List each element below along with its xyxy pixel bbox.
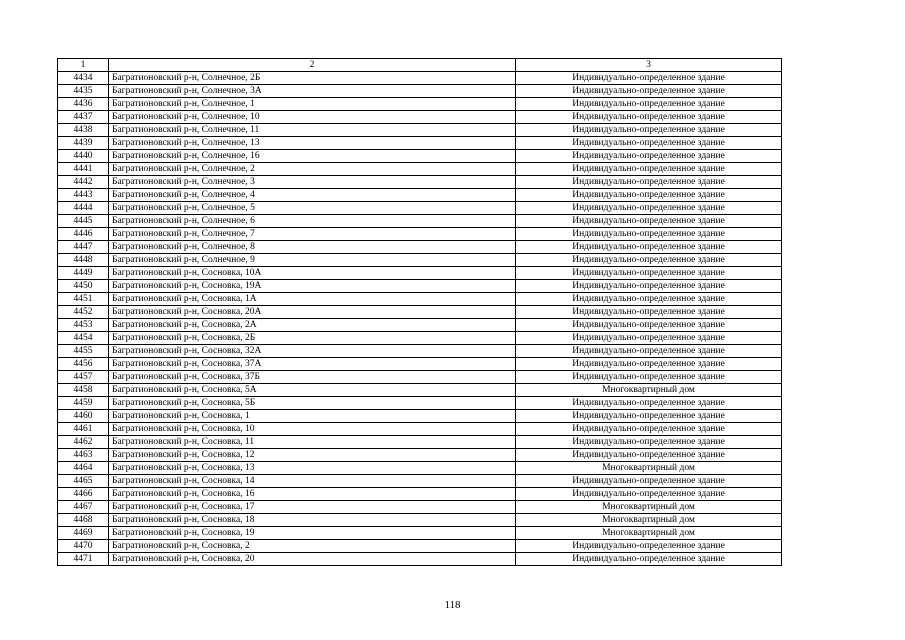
building-type-cell: Индивидуально-определенное здание: [516, 293, 782, 306]
building-type-cell: Индивидуально-определенное здание: [516, 254, 782, 267]
row-number-cell: 4443: [58, 189, 109, 202]
building-type-cell: Индивидуально-определенное здание: [516, 475, 782, 488]
table-row: [58, 215, 782, 228]
table-row: [58, 371, 782, 384]
register-table: [57, 58, 782, 566]
address-cell: Багратионовский р-н, Сосновка, 2А: [109, 319, 516, 332]
building-type-cell: Индивидуально-определенное здание: [516, 176, 782, 189]
row-number-cell: 4465: [58, 475, 109, 488]
table-row: [58, 384, 782, 397]
table-row: [58, 501, 782, 514]
table-row: [58, 436, 782, 449]
row-number-cell: 4459: [58, 397, 109, 410]
row-number-cell: 4470: [58, 540, 109, 553]
table-row: [58, 540, 782, 553]
row-number-cell: 4436: [58, 98, 109, 111]
building-type-cell: Многоквартирный дом: [516, 384, 782, 397]
table-row: [58, 150, 782, 163]
table-row: [58, 254, 782, 267]
row-number-cell: 4468: [58, 514, 109, 527]
address-cell: Багратионовский р-н, Солнечное, 2Б: [109, 72, 516, 85]
building-type-cell: Многоквартирный дом: [516, 462, 782, 475]
table-row: [58, 488, 782, 501]
address-cell: Багратионовский р-н, Сосновка, 5Б: [109, 397, 516, 410]
row-number-cell: 4458: [58, 384, 109, 397]
building-type-cell: Индивидуально-определенное здание: [516, 371, 782, 384]
table-row: [58, 176, 782, 189]
table-row: [58, 137, 782, 150]
address-cell: Багратионовский р-н, Сосновка, 18: [109, 514, 516, 527]
building-type-cell: Индивидуально-определенное здание: [516, 150, 782, 163]
address-cell: Багратионовский р-н, Солнечное, 11: [109, 124, 516, 137]
building-type-cell: Индивидуально-определенное здание: [516, 332, 782, 345]
address-cell: Багратионовский р-н, Сосновка, 2Б: [109, 332, 516, 345]
table-row: [58, 553, 782, 566]
building-type-cell: Многоквартирный дом: [516, 527, 782, 540]
table-row: [58, 241, 782, 254]
row-number-cell: 4440: [58, 150, 109, 163]
row-number-cell: 4444: [58, 202, 109, 215]
row-number-cell: 4453: [58, 319, 109, 332]
table-row: [58, 306, 782, 319]
table-row: [58, 189, 782, 202]
building-type-cell: Индивидуально-определенное здание: [516, 553, 782, 566]
row-number-cell: 4466: [58, 488, 109, 501]
address-cell: Багратионовский р-н, Сосновка, 16: [109, 488, 516, 501]
table-row: [58, 527, 782, 540]
row-number-cell: 4447: [58, 241, 109, 254]
address-cell: Багратионовский р-н, Сосновка, 13: [109, 462, 516, 475]
building-type-cell: Индивидуально-определенное здание: [516, 163, 782, 176]
building-type-cell: Индивидуально-определенное здание: [516, 267, 782, 280]
address-cell: Багратионовский р-н, Солнечное, 2: [109, 163, 516, 176]
address-cell: Багратионовский р-н, Солнечное, 6: [109, 215, 516, 228]
building-type-cell: Индивидуально-определенное здание: [516, 410, 782, 423]
row-number-cell: 4442: [58, 176, 109, 189]
building-type-cell: Индивидуально-определенное здание: [516, 280, 782, 293]
row-number-cell: 4449: [58, 267, 109, 280]
address-cell: Багратионовский р-н, Солнечное, 8: [109, 241, 516, 254]
address-cell: Багратионовский р-н, Солнечное, 3: [109, 176, 516, 189]
address-cell: Багратионовский р-н, Сосновка, 14: [109, 475, 516, 488]
table-row: [58, 358, 782, 371]
address-cell: Багратионовский р-н, Солнечное, 1: [109, 98, 516, 111]
table-row: [58, 267, 782, 280]
address-cell: Багратионовский р-н, Сосновка, 1А: [109, 293, 516, 306]
building-type-cell: Индивидуально-определенное здание: [516, 319, 782, 332]
row-number-cell: 4462: [58, 436, 109, 449]
building-type-cell: Индивидуально-определенное здание: [516, 111, 782, 124]
table-body: [58, 72, 782, 566]
page-number: 118: [444, 599, 461, 611]
row-number-cell: 4456: [58, 358, 109, 371]
row-number-cell: 4461: [58, 423, 109, 436]
row-number-cell: 4452: [58, 306, 109, 319]
table-row: [58, 462, 782, 475]
address-cell: Багратионовский р-н, Сосновка, 32А: [109, 345, 516, 358]
table-row: [58, 423, 782, 436]
table-row: [58, 410, 782, 423]
row-number-cell: 4441: [58, 163, 109, 176]
address-cell: Багратионовский р-н, Сосновка, 11: [109, 436, 516, 449]
building-type-cell: Индивидуально-определенное здание: [516, 228, 782, 241]
column-header-address: 2: [109, 59, 516, 72]
building-type-cell: Индивидуально-определенное здание: [516, 137, 782, 150]
address-cell: Багратионовский р-н, Сосновка, 19: [109, 527, 516, 540]
table-row: [58, 345, 782, 358]
building-type-cell: Индивидуально-определенное здание: [516, 202, 782, 215]
table-row: [58, 98, 782, 111]
table-row: [58, 475, 782, 488]
row-number-cell: 4437: [58, 111, 109, 124]
building-type-cell: Индивидуально-определенное здание: [516, 241, 782, 254]
row-number-cell: 4450: [58, 280, 109, 293]
column-header-type: 3: [516, 59, 782, 72]
table-row: [58, 202, 782, 215]
row-number-cell: 4438: [58, 124, 109, 137]
table-row: [58, 514, 782, 527]
building-type-cell: Индивидуально-определенное здание: [516, 72, 782, 85]
address-cell: Багратионовский р-н, Сосновка, 5А: [109, 384, 516, 397]
building-type-cell: Индивидуально-определенное здание: [516, 85, 782, 98]
column-header-number: 1: [58, 59, 109, 72]
row-number-cell: 4463: [58, 449, 109, 462]
table-row: [58, 163, 782, 176]
address-cell: Багратионовский р-н, Сосновка, 20: [109, 553, 516, 566]
building-type-cell: Индивидуально-определенное здание: [516, 306, 782, 319]
building-type-cell: Индивидуально-определенное здание: [516, 488, 782, 501]
address-cell: Багратионовский р-н, Сосновка, 10А: [109, 267, 516, 280]
row-number-cell: 4445: [58, 215, 109, 228]
table-row: [58, 293, 782, 306]
building-type-cell: Индивидуально-определенное здание: [516, 397, 782, 410]
address-cell: Багратионовский р-н, Солнечное, 4: [109, 189, 516, 202]
building-type-cell: Индивидуально-определенное здание: [516, 345, 782, 358]
row-number-cell: 4471: [58, 553, 109, 566]
address-cell: Багратионовский р-н, Солнечное, 5: [109, 202, 516, 215]
address-cell: Багратионовский р-н, Сосновка, 37А: [109, 358, 516, 371]
table-header-row: [58, 59, 782, 72]
row-number-cell: 4446: [58, 228, 109, 241]
address-cell: Багратионовский р-н, Сосновка, 2: [109, 540, 516, 553]
table-row: [58, 85, 782, 98]
address-cell: Багратионовский р-н, Солнечное, 16: [109, 150, 516, 163]
building-type-cell: Индивидуально-определенное здание: [516, 98, 782, 111]
table-row: [58, 124, 782, 137]
address-cell: Багратионовский р-н, Солнечное, 7: [109, 228, 516, 241]
building-type-cell: Индивидуально-определенное здание: [516, 540, 782, 553]
building-type-cell: Индивидуально-определенное здание: [516, 449, 782, 462]
table-row: [58, 397, 782, 410]
row-number-cell: 4469: [58, 527, 109, 540]
row-number-cell: 4439: [58, 137, 109, 150]
row-number-cell: 4434: [58, 72, 109, 85]
address-cell: Багратионовский р-н, Сосновка, 12: [109, 449, 516, 462]
address-cell: Багратионовский р-н, Сосновка, 37Б: [109, 371, 516, 384]
row-number-cell: 4435: [58, 85, 109, 98]
address-cell: Багратионовский р-н, Солнечное, 3А: [109, 85, 516, 98]
address-cell: Багратионовский р-н, Сосновка, 20А: [109, 306, 516, 319]
address-cell: Багратионовский р-н, Солнечное, 13: [109, 137, 516, 150]
row-number-cell: 4454: [58, 332, 109, 345]
row-number-cell: 4467: [58, 501, 109, 514]
address-cell: Багратионовский р-н, Сосновка, 1: [109, 410, 516, 423]
building-type-cell: Индивидуально-определенное здание: [516, 423, 782, 436]
table-row: [58, 72, 782, 85]
address-cell: Багратионовский р-н, Солнечное, 9: [109, 254, 516, 267]
building-type-cell: Многоквартирный дом: [516, 501, 782, 514]
building-type-cell: Индивидуально-определенное здание: [516, 436, 782, 449]
building-type-cell: Индивидуально-определенное здание: [516, 189, 782, 202]
row-number-cell: 4448: [58, 254, 109, 267]
building-type-cell: Многоквартирный дом: [516, 514, 782, 527]
table-row: [58, 319, 782, 332]
table-row: [58, 111, 782, 124]
table-row: [58, 449, 782, 462]
row-number-cell: 4464: [58, 462, 109, 475]
row-number-cell: 4451: [58, 293, 109, 306]
row-number-cell: 4455: [58, 345, 109, 358]
building-type-cell: Индивидуально-определенное здание: [516, 215, 782, 228]
row-number-cell: 4460: [58, 410, 109, 423]
table-row: [58, 332, 782, 345]
table-row: [58, 228, 782, 241]
address-cell: Багратионовский р-н, Солнечное, 10: [109, 111, 516, 124]
building-type-cell: Индивидуально-определенное здание: [516, 124, 782, 137]
table-row: [58, 280, 782, 293]
address-cell: Багратионовский р-н, Сосновка, 19А: [109, 280, 516, 293]
address-cell: Багратионовский р-н, Сосновка, 10: [109, 423, 516, 436]
row-number-cell: 4457: [58, 371, 109, 384]
address-cell: Багратионовский р-н, Сосновка, 17: [109, 501, 516, 514]
building-type-cell: Индивидуально-определенное здание: [516, 358, 782, 371]
